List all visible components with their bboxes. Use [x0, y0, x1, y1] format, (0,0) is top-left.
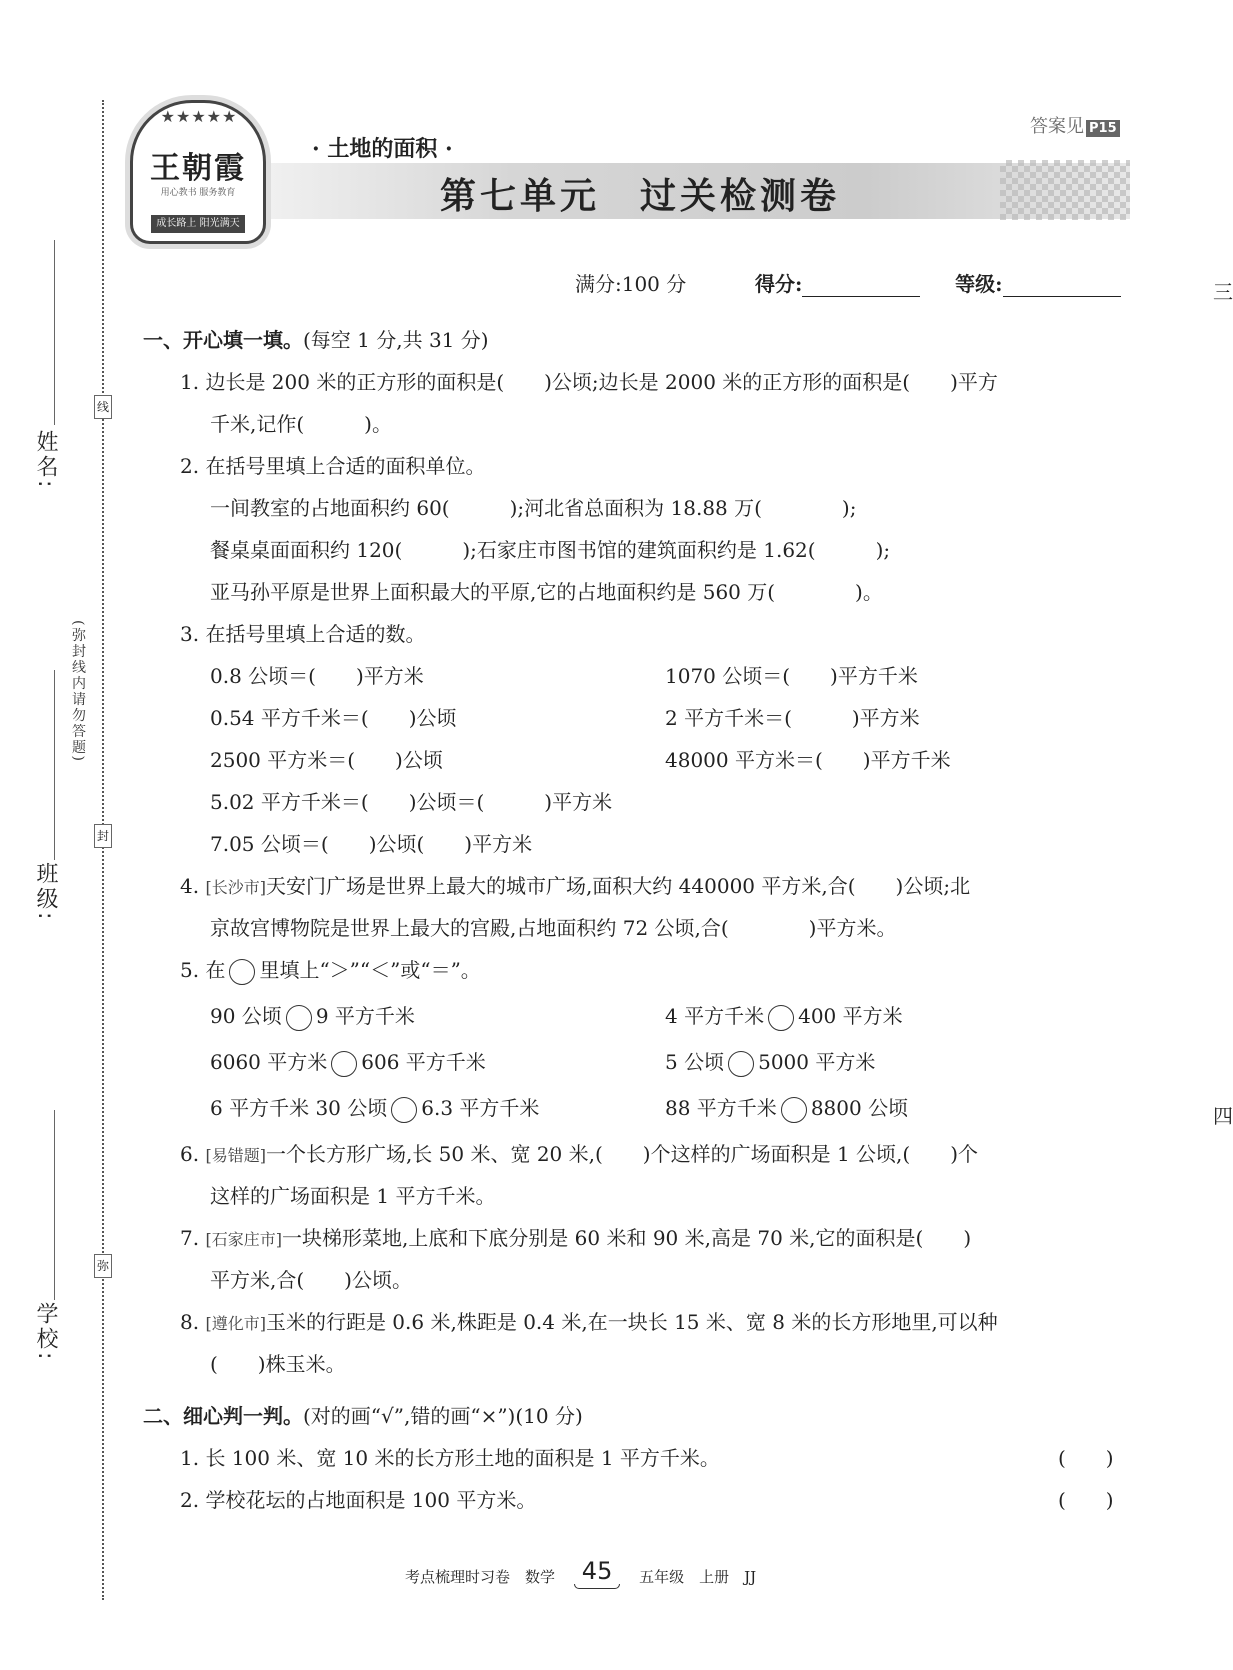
logo-ribbon: 成长路上 阳光满天: [151, 215, 245, 233]
brand-logo: [130, 100, 266, 244]
q5-post: 里填上“＞”“＜”或“＝”。: [259, 958, 481, 982]
q3-left-4: 5.02 平方千米＝( )公顷＝( )平方米: [210, 790, 613, 814]
edge-mark-bottom: 四: [1213, 1104, 1233, 1128]
page-title: 第七单元 过关检测卷: [440, 175, 841, 217]
section1-title: 一、开心填一填。: [143, 328, 303, 352]
judge-q1-answer[interactable]: ( ): [1058, 1446, 1114, 1470]
section1-note: (每空 1 分,共 31 分): [303, 328, 489, 352]
judge-q2: 2. 学校花坛的占地面积是 100 平方米。: [180, 1488, 537, 1512]
q7-tag: [石家庄市]: [205, 1230, 282, 1249]
compare-circle[interactable]: [781, 1097, 807, 1123]
q8-tag: [遵化市]: [205, 1314, 266, 1333]
compare-circle[interactable]: [728, 1051, 754, 1077]
section2-heading: [143, 1402, 583, 1430]
q3-left-5: 7.05 公顷＝( )公顷( )平方米: [210, 832, 533, 856]
score-blank[interactable]: [802, 278, 920, 297]
q3-prompt: 3. 在括号里填上合适的数。: [180, 622, 426, 646]
q5-right-2: [665, 1048, 875, 1077]
binding-dotted-line: [102, 100, 104, 1600]
unit-subtitle: · 土地的面积 ·: [312, 136, 453, 162]
q3-right-3: 48000 平方米＝( )平方千米: [665, 748, 951, 772]
q5-left-2-b: 606 平方千米: [361, 1050, 486, 1074]
name-blank: [54, 240, 55, 425]
q5-right-1: [665, 1002, 903, 1031]
q5-left-2: [210, 1048, 486, 1077]
page-footer: [405, 1557, 757, 1588]
answer-reference: [1030, 112, 1120, 138]
q6-text1: 一个长方形广场,长 50 米、宽 20 米,( )个这样的广场面积是 1 公顷,( )个: [265, 1142, 979, 1166]
grade-label: 等级:: [955, 272, 1003, 296]
class-label: 班级:: [33, 862, 58, 923]
grade-blank[interactable]: [1003, 278, 1121, 297]
compare-circle[interactable]: [331, 1051, 357, 1077]
q5-left-3-a: 6 平方千米 30 公顷: [210, 1096, 388, 1120]
checker-decoration: [1000, 160, 1130, 220]
q8-text1: 玉米的行距是 0.6 米,株距是 0.4 米,在一块长 15 米、宽 8 米的长方形地里,可以种: [265, 1310, 998, 1334]
judge-q1: 1. 长 100 米、宽 10 米的长方形土地的面积是 1 平方千米。: [180, 1446, 720, 1470]
logo-sub: 用心教书 服务教育: [160, 188, 236, 198]
q1-line1: 1. 边长是 200 米的正方形的面积是( )公顷;边长是 2000 米的正方形的面积是( )平方: [180, 370, 998, 394]
section2-note: (对的画“√”,错的画“×”)(10 分): [303, 1404, 583, 1428]
q2-line2: 餐桌桌面面积约 120( );石家庄市图书馆的建筑面积约是 1.62( );: [210, 538, 891, 562]
class-blank: [54, 670, 55, 860]
q5-right-2-a: 5 公顷: [665, 1050, 725, 1074]
q5-left-3-b: 6.3 平方千米: [421, 1096, 540, 1120]
answer-ref-label: 答案见: [1030, 116, 1084, 137]
q5-right-3: [665, 1094, 908, 1123]
compare-circle[interactable]: [391, 1097, 417, 1123]
name-label: 姓名:: [33, 430, 58, 491]
answer-page-tag: P15: [1086, 120, 1120, 137]
q4-line2: 京故宫博物院是世界上最大的宫殿,占地面积约 72 公顷,合( )平方米。: [210, 916, 897, 940]
footer-left: 考点梳理时习卷 数学: [405, 1568, 556, 1586]
q5-right-2-b: 5000 平方米: [758, 1050, 876, 1074]
q8-line2: ( )株玉米。: [210, 1352, 346, 1376]
q1-line2: 千米,记作( )。: [210, 412, 392, 436]
footer-right: 五年级 上册 JJ: [639, 1568, 757, 1586]
q3-right-1: 1070 公顷＝( )平方千米: [665, 664, 918, 688]
q3-right-2: 2 平方千米＝( )平方米: [665, 706, 920, 730]
q5-left-1-b: 9 平方千米: [315, 1004, 415, 1028]
q5-left-1: [210, 1002, 415, 1031]
compare-circle-sample: [229, 959, 255, 985]
compare-circle[interactable]: [768, 1005, 794, 1031]
q2-line1: 一间教室的占地面积约 60( );河北省总面积为 18.88 万( );: [210, 496, 857, 520]
judge-q2-answer[interactable]: ( ): [1058, 1488, 1114, 1512]
q4-tag: [长沙市]: [205, 878, 266, 897]
compare-circle[interactable]: [286, 1005, 312, 1031]
q3-left-3: 2500 平方米＝( )公顷: [210, 748, 443, 772]
binding-box-mi: 弥: [94, 1254, 112, 1278]
q5-right-1-b: 400 平方米: [798, 1004, 903, 1028]
logo-text: 王朝霞: [150, 151, 246, 186]
q5-left-3: [210, 1094, 539, 1123]
q7-line1: 7. [石家庄市]一块梯形菜地,上底和下底分别是 60 米和 90 米,高是 70 米,它的面积是( ): [180, 1226, 972, 1250]
q2-line3: 亚马孙平原是世界上面积最大的平原,它的占地面积约是 560 万( )。: [210, 580, 883, 604]
q6-tag: [易错题]: [205, 1146, 266, 1165]
score-label: 得分:: [755, 272, 803, 296]
school-blank: [54, 1110, 55, 1300]
q5-prompt: [180, 956, 481, 985]
page-number: 45: [581, 1557, 613, 1585]
q3-left-1: 0.8 公顷＝( )平方米: [210, 664, 424, 688]
binding-box-line: 线: [94, 395, 112, 419]
full-score: 满分:100 分: [575, 272, 687, 296]
binding-box-seal: 封: [94, 824, 112, 848]
q4-text1: 天安门广场是世界上最大的城市广场,面积大约 440000 平方米,合( )公顷;北: [265, 874, 971, 898]
q5-right-3-b: 8800 公顷: [810, 1096, 909, 1120]
q5-right-3-a: 88 平方千米: [665, 1096, 777, 1120]
q3-left-2: 0.54 平方千米＝( )公顷: [210, 706, 457, 730]
q5-left-1-a: 90 公顷: [210, 1004, 282, 1028]
q8-line1: 8. [遵化市]玉米的行距是 0.6 米,株距是 0.4 米,在一块长 15 米、宽 8 米的长方形地里,可以种: [180, 1310, 998, 1334]
q5-right-1-a: 4 平方千米: [665, 1004, 765, 1028]
section1-heading: [143, 326, 489, 354]
school-label: 学校:: [33, 1302, 58, 1363]
q7-text1: 一块梯形菜地,上底和下底分别是 60 米和 90 米,高是 70 米,它的面积是( ): [281, 1226, 972, 1250]
q6-line1: 6. [易错题]一个长方形广场,长 50 米、宽 20 米,( )个这样的广场面积是 1 公顷,( )个: [180, 1142, 979, 1166]
logo-stars: ★★★★★: [160, 107, 238, 126]
q7-line2: 平方米,合( )公顷。: [210, 1268, 412, 1292]
q4-line1: 4. [长沙市]天安门广场是世界上最大的城市广场,面积大约 440000 平方米,合( )公顷;北: [180, 874, 971, 898]
q5-pre: 5. 在: [180, 958, 226, 982]
q6-line2: 这样的广场面积是 1 平方千米。: [210, 1184, 496, 1208]
edge-mark-top: 三: [1213, 280, 1233, 304]
seal-note: (弥封线内请勿答题): [70, 620, 86, 763]
q2-prompt: 2. 在括号里填上合适的面积单位。: [180, 454, 486, 478]
score-line: [575, 268, 1121, 297]
section2-title: 二、细心判一判。: [143, 1404, 303, 1428]
q5-left-2-a: 6060 平方米: [210, 1050, 328, 1074]
